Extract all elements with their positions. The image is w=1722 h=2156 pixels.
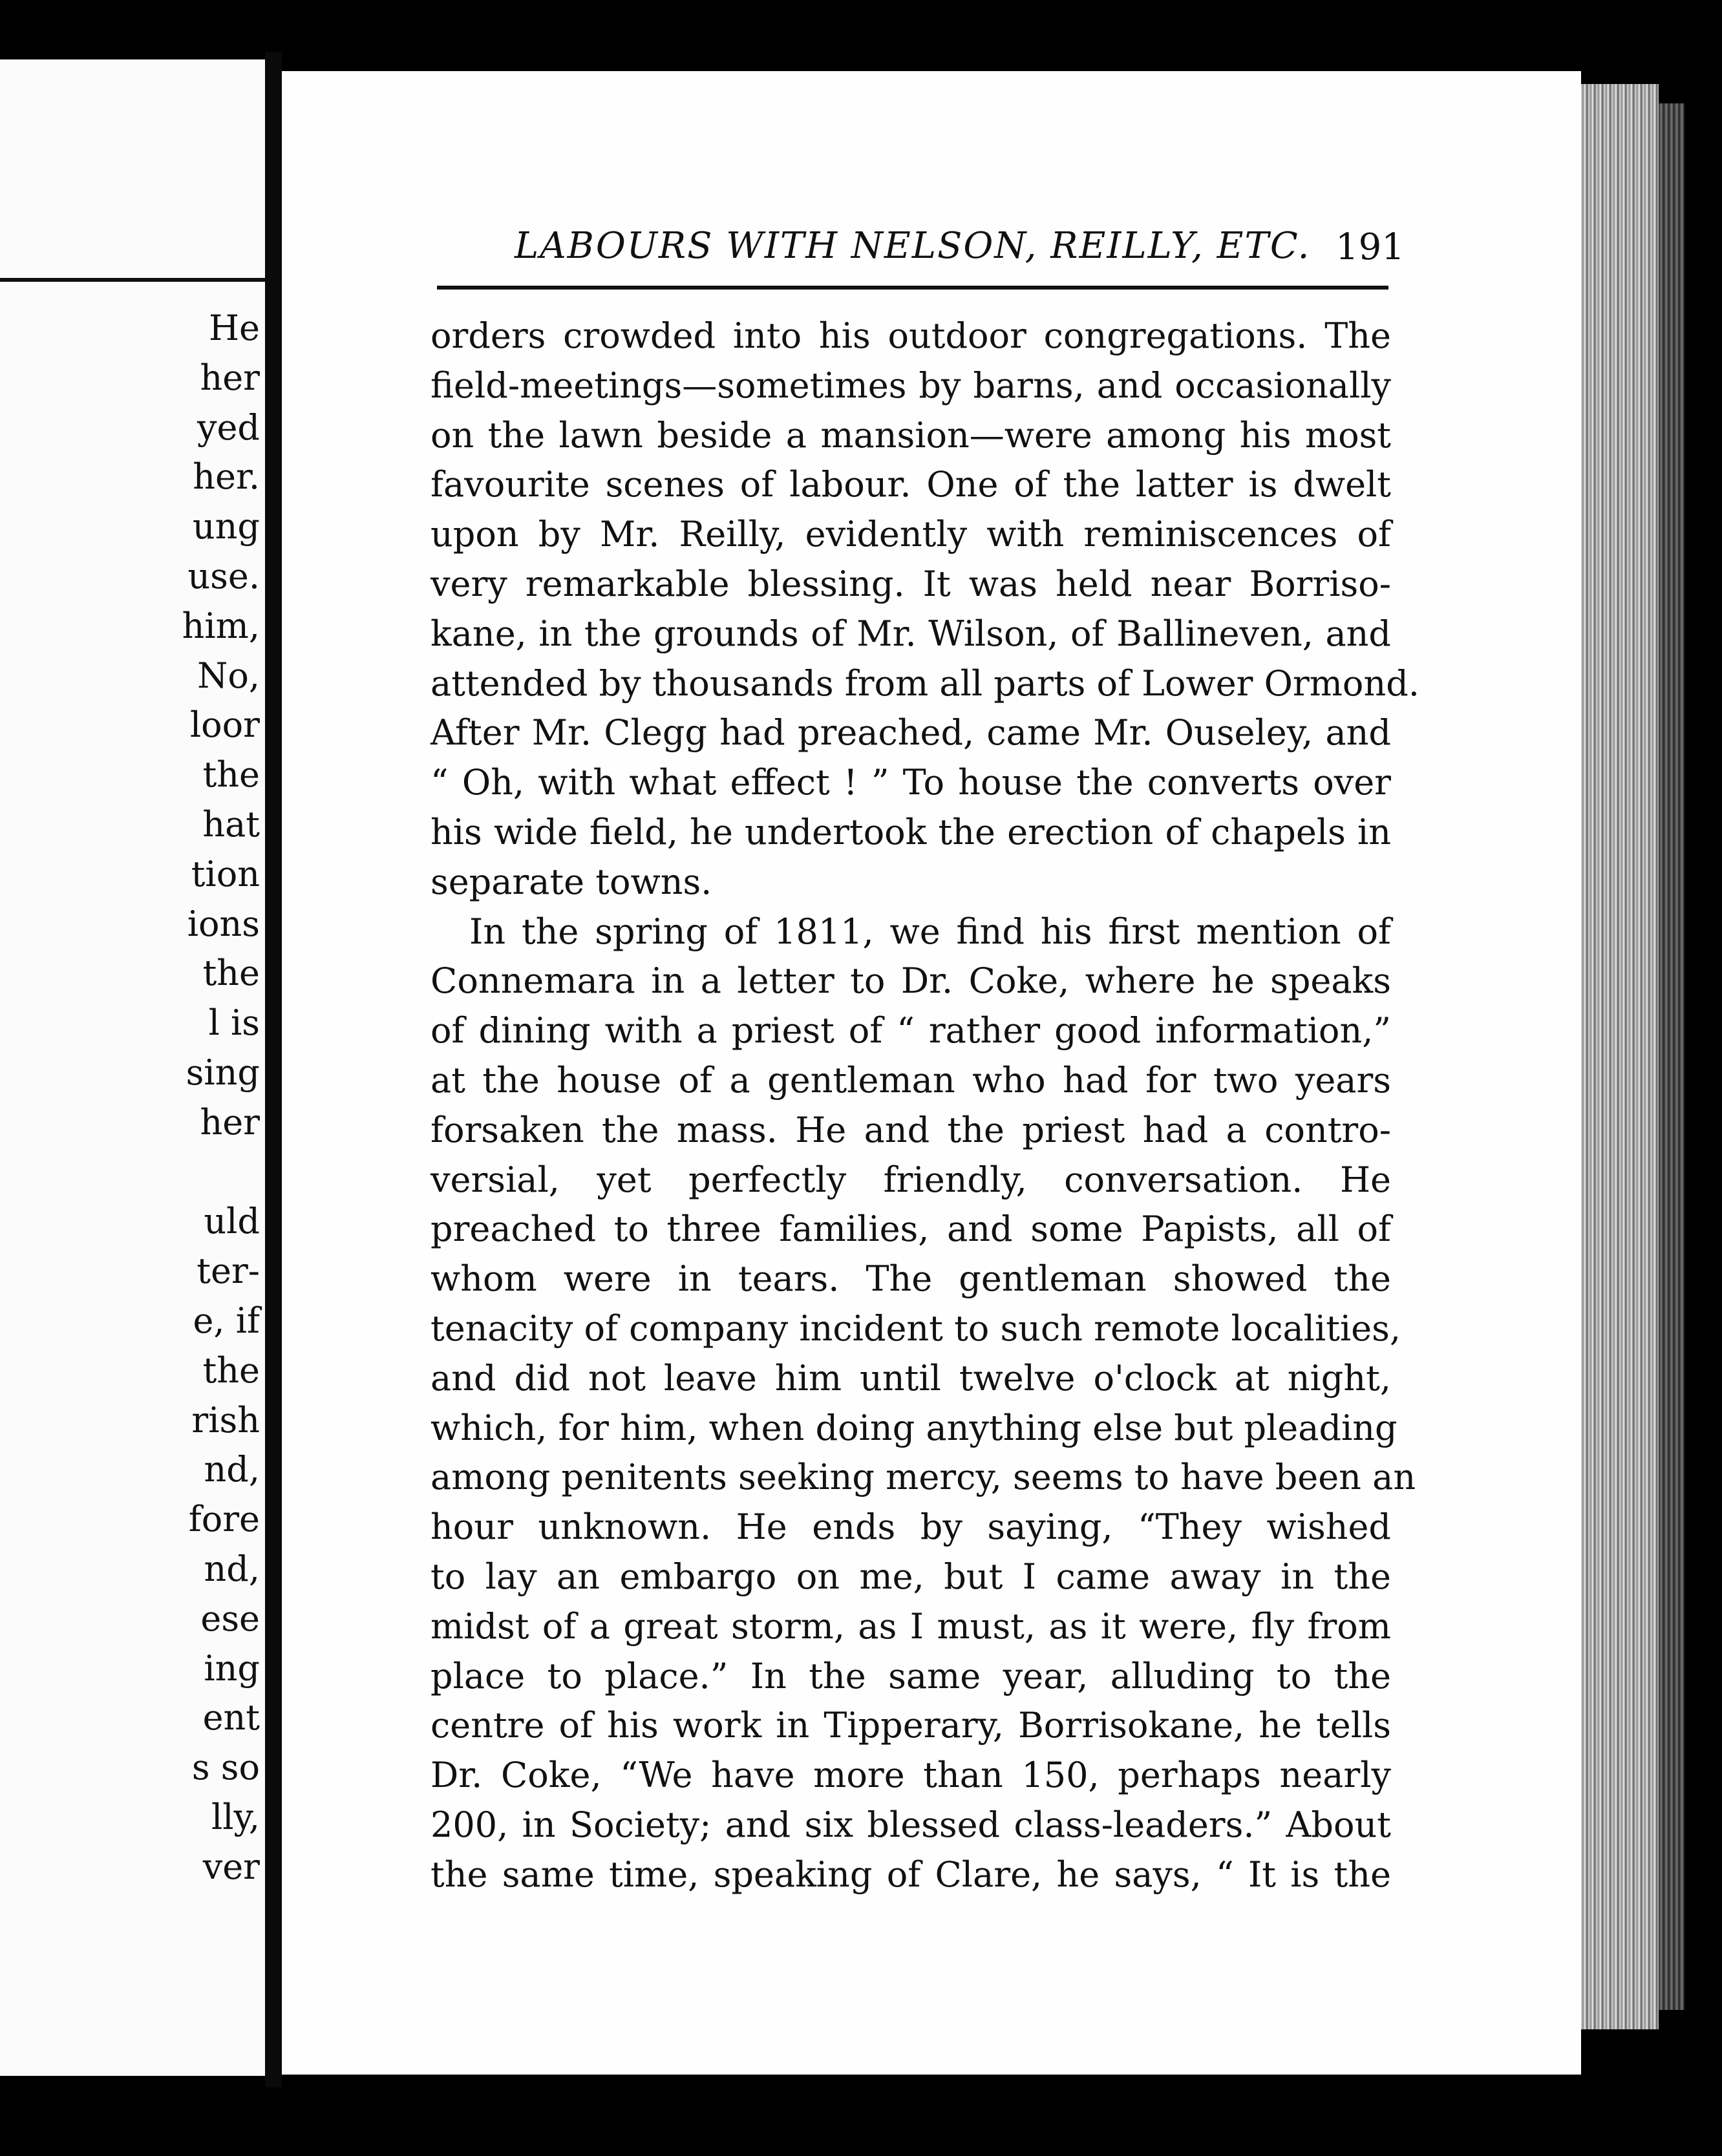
text-line: on the lawn beside a mansion—were among his most [430,414,1391,456]
text-line: place to place.” In the same year, alluding to the [430,1655,1391,1696]
text-line: “ Oh, with what effect ! ” To house the converts over [430,762,1391,803]
left-page-line: the [202,754,260,796]
text-line: favourite scenes of labour. One of the latter is dwelt [430,464,1391,505]
text-line: centre of his work in Tipperary, Borrisokane, he tells [430,1705,1391,1746]
left-page-line: He [208,308,260,348]
text-line: Connemara in a letter to Dr. Coke, where he speaks [430,960,1391,1002]
text-line: preached to three families, and some Papists, all of [430,1209,1391,1250]
left-page-line: the [202,1349,260,1391]
running-head-rule [437,286,1388,290]
text-line: attended by thousands from all parts of Lower Ormond. [430,662,1419,704]
left-page-line: ver [202,1846,260,1887]
left-page-line: the [202,953,260,994]
text-line: the same time, speaking of Clare, he says, “ It is the [430,1854,1391,1895]
book-fore-edge [1581,84,1659,2029]
text-line: In the spring of 1811, we find his first mention of [469,911,1391,952]
book-fore-edge-shadow [1659,103,1685,2010]
text-line: very remarkable blessing. It was held near Borriso- [430,563,1391,604]
left-page-line: sing [186,1052,260,1093]
left-page-line: lly, [211,1796,260,1837]
left-page-line: uld [204,1201,260,1242]
left-page-line: ung [192,506,260,547]
text-line: upon by Mr. Reilly, evidently with reminiscences of [430,514,1391,555]
left-page-line: yed [197,407,260,448]
left-page-line [182,1148,260,1198]
left-page-line: use. [187,555,260,597]
left-page-line: nd, [204,1548,260,1589]
text-line: which, for him, when doing anything else but pleading [430,1407,1398,1448]
left-page-head-rule [0,278,265,282]
left-page-line: ter- [197,1251,260,1292]
left-page-line: e, if [193,1300,260,1341]
text-line: separate towns. [430,861,712,902]
text-line: tenacity of company incident to such remote localities, [430,1307,1401,1349]
text-line: hour unknown. He ends by saying, “They wished [430,1506,1391,1548]
text-line: forsaken the mass. He and the priest had a contro- [430,1109,1391,1150]
left-page-line: ions [187,903,260,944]
left-page-line: her [200,1101,260,1143]
text-line: versial, yet perfectly friendly, conversation. He [430,1159,1391,1200]
text-line: to lay an embargo on me, but I came away in the [430,1556,1391,1597]
left-page-line: No, [197,655,260,696]
left-page-line: rish [191,1399,260,1441]
left-page-line: fore [188,1499,260,1540]
text-line: field-meetings—sometimes by barns, and occasionally [430,365,1391,406]
text-line: Dr. Coke, “We have more than 150, perhaps nearly [430,1755,1391,1796]
left-page-line: her. [193,456,260,498]
text-line: midst of a great storm, as I must, as it were, fly from [430,1605,1391,1647]
text-line: his wide field, he undertook the erection of chapels in [430,811,1391,852]
left-page-line: hat [202,803,260,845]
left-page-line: loor [189,704,260,746]
running-head: LABOURS WITH NELSON, REILLY, ETC. [515,225,1311,267]
left-page-line: l is [208,1002,260,1044]
text-line: at the house of a gentleman who had for two years [430,1059,1391,1101]
left-page-line: ese [200,1598,260,1639]
text-line: whom were in tears. The gentleman showed the [430,1258,1391,1300]
left-page-line: s so [191,1747,260,1788]
text-line: of dining with a priest of “ rather good information,” [430,1010,1391,1052]
left-page-line: ent [202,1697,260,1739]
text-line: kane, in the grounds of Mr. Wilson, of Ballineven, and [430,613,1391,654]
text-line: 200, in Society; and six blessed class-leaders.” About [430,1804,1391,1845]
left-page-line: him, [182,605,260,646]
left-page-line: tion [191,853,260,894]
text-line: and did not leave him until twelve o'clock at night, [430,1357,1391,1399]
text-line: among penitents seeking mercy, seems to have been an [430,1457,1416,1498]
left-page-line: her [200,357,260,398]
text-line: orders crowded into his outdoor congregations. The [430,315,1391,356]
book-gutter [265,52,282,2087]
left-page-text-fragments [182,304,260,1892]
left-page-line: ing [204,1647,260,1689]
left-page-line: nd, [204,1449,260,1490]
body-text [430,312,1419,1900]
page-number: 191 [1335,226,1405,268]
left-facing-page [0,59,265,2076]
text-line: After Mr. Clegg had preached, came Mr. Ouseley, and [430,712,1391,754]
